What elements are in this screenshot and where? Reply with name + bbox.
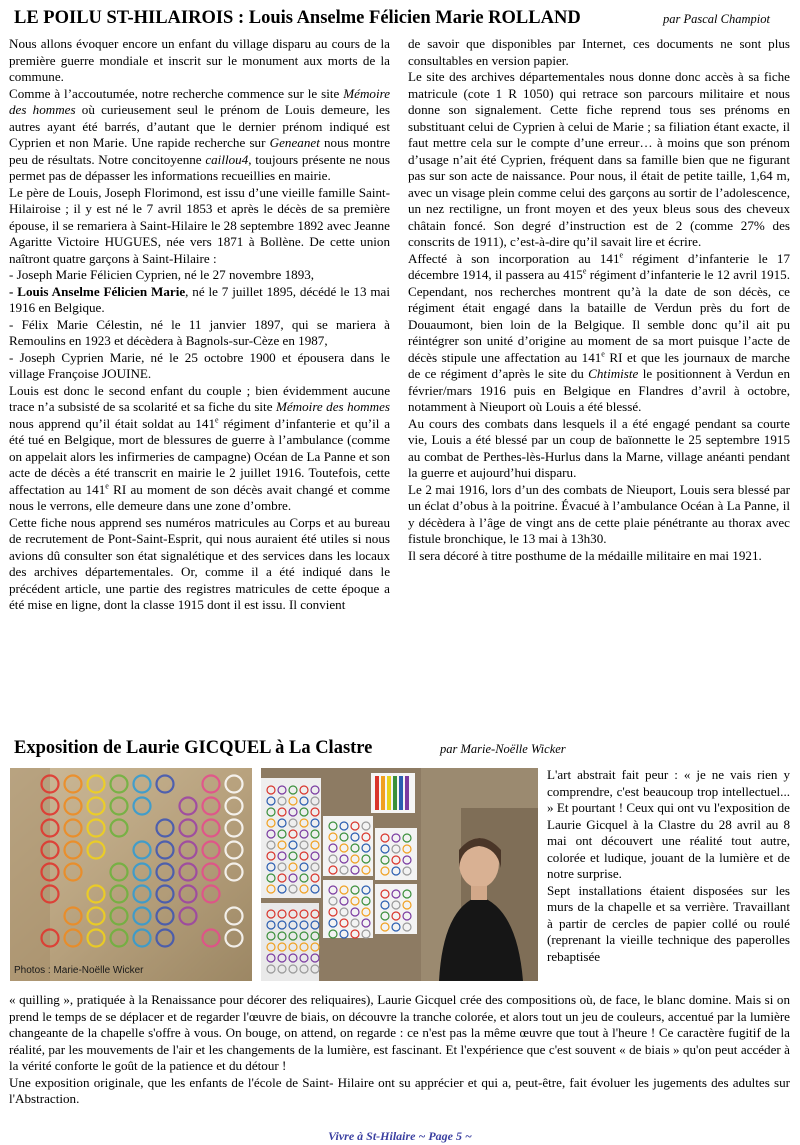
paragraph: Affecté à son incorporation au 141e régiment d’infanterie le 17 décembre 1914, il passera au 415e régiment d’infanterie le 12 avril 1915. Cependant, nos recherches montrent qu’à la date de son décès, ce régiment était engagé dans la bataille de Verdun près du fort de Douaumont, bien loin de la Belgique. Il semble donc qu’il ait pu réintégrer son unité d’origine au moment de sa mort puisque l’acte de décès stipule une affectation au 141e RI et que les journaux de marche de ce régiment d’après le site du Chtimiste le positionnent à Verdun en février/mars 1916 puis en Belgique en Flandres d’avril à octobre, notamment à Nieuport où Louis a été blessé. — [408, 250, 790, 414]
paragraph: Comme à l’accoutumée, notre recherche commence sur le site Mémoire des hommes où curieusement seul le prénom de Louis demeure, les autres ayant été barrés, d’autant que le dernier prénom indiqué est Cyprien et non Marie. Une rapide recherche sur Geneanet nous montre peu de résultats. Notre concitoyenne caillou4, toujours présente ne nous permet pas de dépasser les informations recueillies en mairie. — [9, 85, 391, 183]
paragraph: Sept installations étaient disposées sur les murs de la chapelle et sa verrière. Travaillant à partir de cercles de papier collé ou roulé (reprenant la vieille technique des paperolles rebaptisée — [547, 882, 790, 964]
exhibition-side-column — [547, 767, 790, 965]
exhibition-bottom-text — [9, 992, 790, 1108]
article-byline: par Pascal Champiot — [663, 12, 770, 26]
artist-photo-image — [261, 768, 538, 981]
list-item: - Joseph Cyprien Marie, né le 25 octobre 1900 et épousera dans le village Françoise JOUINE. — [9, 349, 390, 381]
exhibition-byline: par Marie-Noëlle Wicker — [440, 742, 566, 756]
paragraph: Une exposition originale, que les enfants de l'école de Saint- Hilaire ont su apprécier et qui a, peut-être, fait évoluer les jugements des adultes sur l'Abstraction. — [9, 1074, 790, 1106]
paragraph: Au cours des combats dans lesquels il a été engagé pendant sa courte vie, Louis a été blessé par un coup de baïonnette le 25 septembre 1915 au combat de Perthes-lès-Hurlus dans la Marne, village anéanti pendant la guerre et aujourd’hui disparu. — [408, 415, 790, 480]
article-left-column — [9, 36, 390, 614]
paragraph: Louis est donc le second enfant du couple ; bien évidemment aucune trace n’a subsisté de sa scolarité et sa fiche du site Mémoire des hommes nous apprend qu’il était soldat au 141e régiment d’infanterie et qu’il a été tué en Belgique, mort de blessures de guerre à l’ambulance (comme on appelait alors les infirmeries de campagne) Océan de La Panne et son acte de décès a été transcrit en mairie le 2 juillet 1916. Toutefois, cette affectation au 141e RI au moment de son décès avait changé et comme nous le verrons, elle demeure dans une zone d’ombre. — [9, 382, 391, 513]
paper-circles-image — [10, 768, 252, 981]
paragraph: « quilling », pratiquée à la Renaissance pour décorer des reliquaires), Laurie Gicquel crée des compositions où, de face, le blanc domine. Mais si on prend le temps de se déplacer et de regarder l'œuvre de biais, on découvre la tranche colorée, et alors tout un jeu de couleurs, accentué par la lumière changeante de la chapelle s'offre à vous. On bouge, on attend, on regarde : ce n'est pas la même œuvre que tout à l'heure ! Ce caractère fugitif de la réalité, par les mouvements de l'air et les changements de la lumière, est fascinant. Et l'expérience que c'est souvent « de biais » qu'on peut accéder à la vérité conforte le goût de la patience et du détour ! — [9, 992, 790, 1073]
photo-artist-with-panels — [261, 768, 538, 981]
exhibition-title: Exposition de Laurie GICQUEL à La Clastre — [14, 738, 373, 758]
paragraph: Le 2 mai 1916, lors d’un des combats de Nieuport, Louis sera blessé par un éclat d’obus à la poitrine. Évacué à l’ambulance Océan à La Panne, il y décèdera à l’âge de vingt ans de cette plaie pénétrante au thorax avec fistule bronchique, le 13 mai à 13h30. — [408, 481, 790, 546]
article-right-column — [408, 36, 790, 564]
photo-paper-circles-installation — [10, 768, 252, 981]
list-item: - Joseph Marie Félicien Cyprien, né le 27 novembre 1893, — [9, 267, 315, 282]
paragraph: L'art abstrait fait peur : « je ne vais rien y comprendre, c'est beaucoup trop intellectuel... » Et pourtant ! Ceux qui ont vu l'exposition de Laurie Gicquel à la Clastre du 28 avril au 8 mai ont découvert une réalité tout autre, colorée et ludique, jouant de la lumière et de notre surprise. — [547, 767, 790, 881]
paragraph: Nous allons évoquer encore un enfant du village disparu au cours de la première guerre mondiale et inscrit sur le monument aux morts de la commune. — [9, 36, 390, 84]
list-item: - Louis Anselme Félicien Marie, né le 7 juillet 1895, décédé le 13 mai 1916 en Belgique. — [9, 283, 390, 315]
list-item: - Félix Marie Célestin, né le 11 janvier 1897, qui se mariera à Remoulins en 1923 et décèdera à Bagnols-sur-Cèze en 1987, — [9, 316, 390, 348]
photo-caption: Photos : Marie-Noëlle Wicker — [14, 965, 144, 976]
page-footer: Vivre à St-Hilaire ~ Page 5 ~ — [328, 1129, 472, 1143]
paragraph: Il sera décoré à titre posthume de la médaille militaire en mai 1921. — [408, 547, 762, 563]
paragraph: Le site des archives départementales nous donne donc accès à sa fiche matricule (cote 1 R 1050) qui retrace son parcours militaire et nous donne son signalement. Cette fiche reprend tous ses prénoms en substituant celui de Cyprien à celui de Marie ; sa filiation étant exacte, il faut mettre cela sur le compte d’une erreur… à moins que son prénom d’usage n’ait été Cyprien, fréquent dans sa famille bien que ne figurant pas sur son acte de naissance. Pour nous, il était de petite taille, 1,64 m, avec un visage plein comme celui des garçons au sortir de l’adolescence, un nez rectiligne, un front moyen et des yeux bleus sous des cheveux châtain foncé. Son degré d’instruction est de 2 (comme 27% des conscrits de 1911), c’est-à-dire qu’il savait lire et écrire. — [408, 69, 790, 249]
paragraph: Cette fiche nous apprend ses numéros matricules au Corps et au bureau de recrutement de Pont-Saint-Esprit, qui nous auraient été utiles si nous avions dû consulter son état signalétique et des services dans les locaux des archives départementales. Or, comme il a été indiqué dans le précédent article, une partie des registres matricules de cette époque a été mise en ligne, dont la classe 1915 dont il est issu. Il convient — [9, 514, 390, 612]
paragraph: Le père de Louis, Joseph Florimond, est issu d’une vieille famille Saint-Hilairoise ; il y est né le 7 avril 1853 et après le décès de sa première épouse, il se remariera à Saint-Hilaire le 28 septembre 1892 avec Jeanne Agaritte Victoire HUGUES, née vers 1871 à Bollène. De cette union naîtront quatre garçons à Saint-Hilaire : — [9, 184, 390, 266]
article-title: LE POILU ST-HILAIROIS : Louis Anselme Félicien Marie ROLLAND — [14, 8, 581, 28]
paragraph: de savoir que disponibles par Internet, ces documents ne sont plus consultables en version papier. — [408, 36, 790, 68]
